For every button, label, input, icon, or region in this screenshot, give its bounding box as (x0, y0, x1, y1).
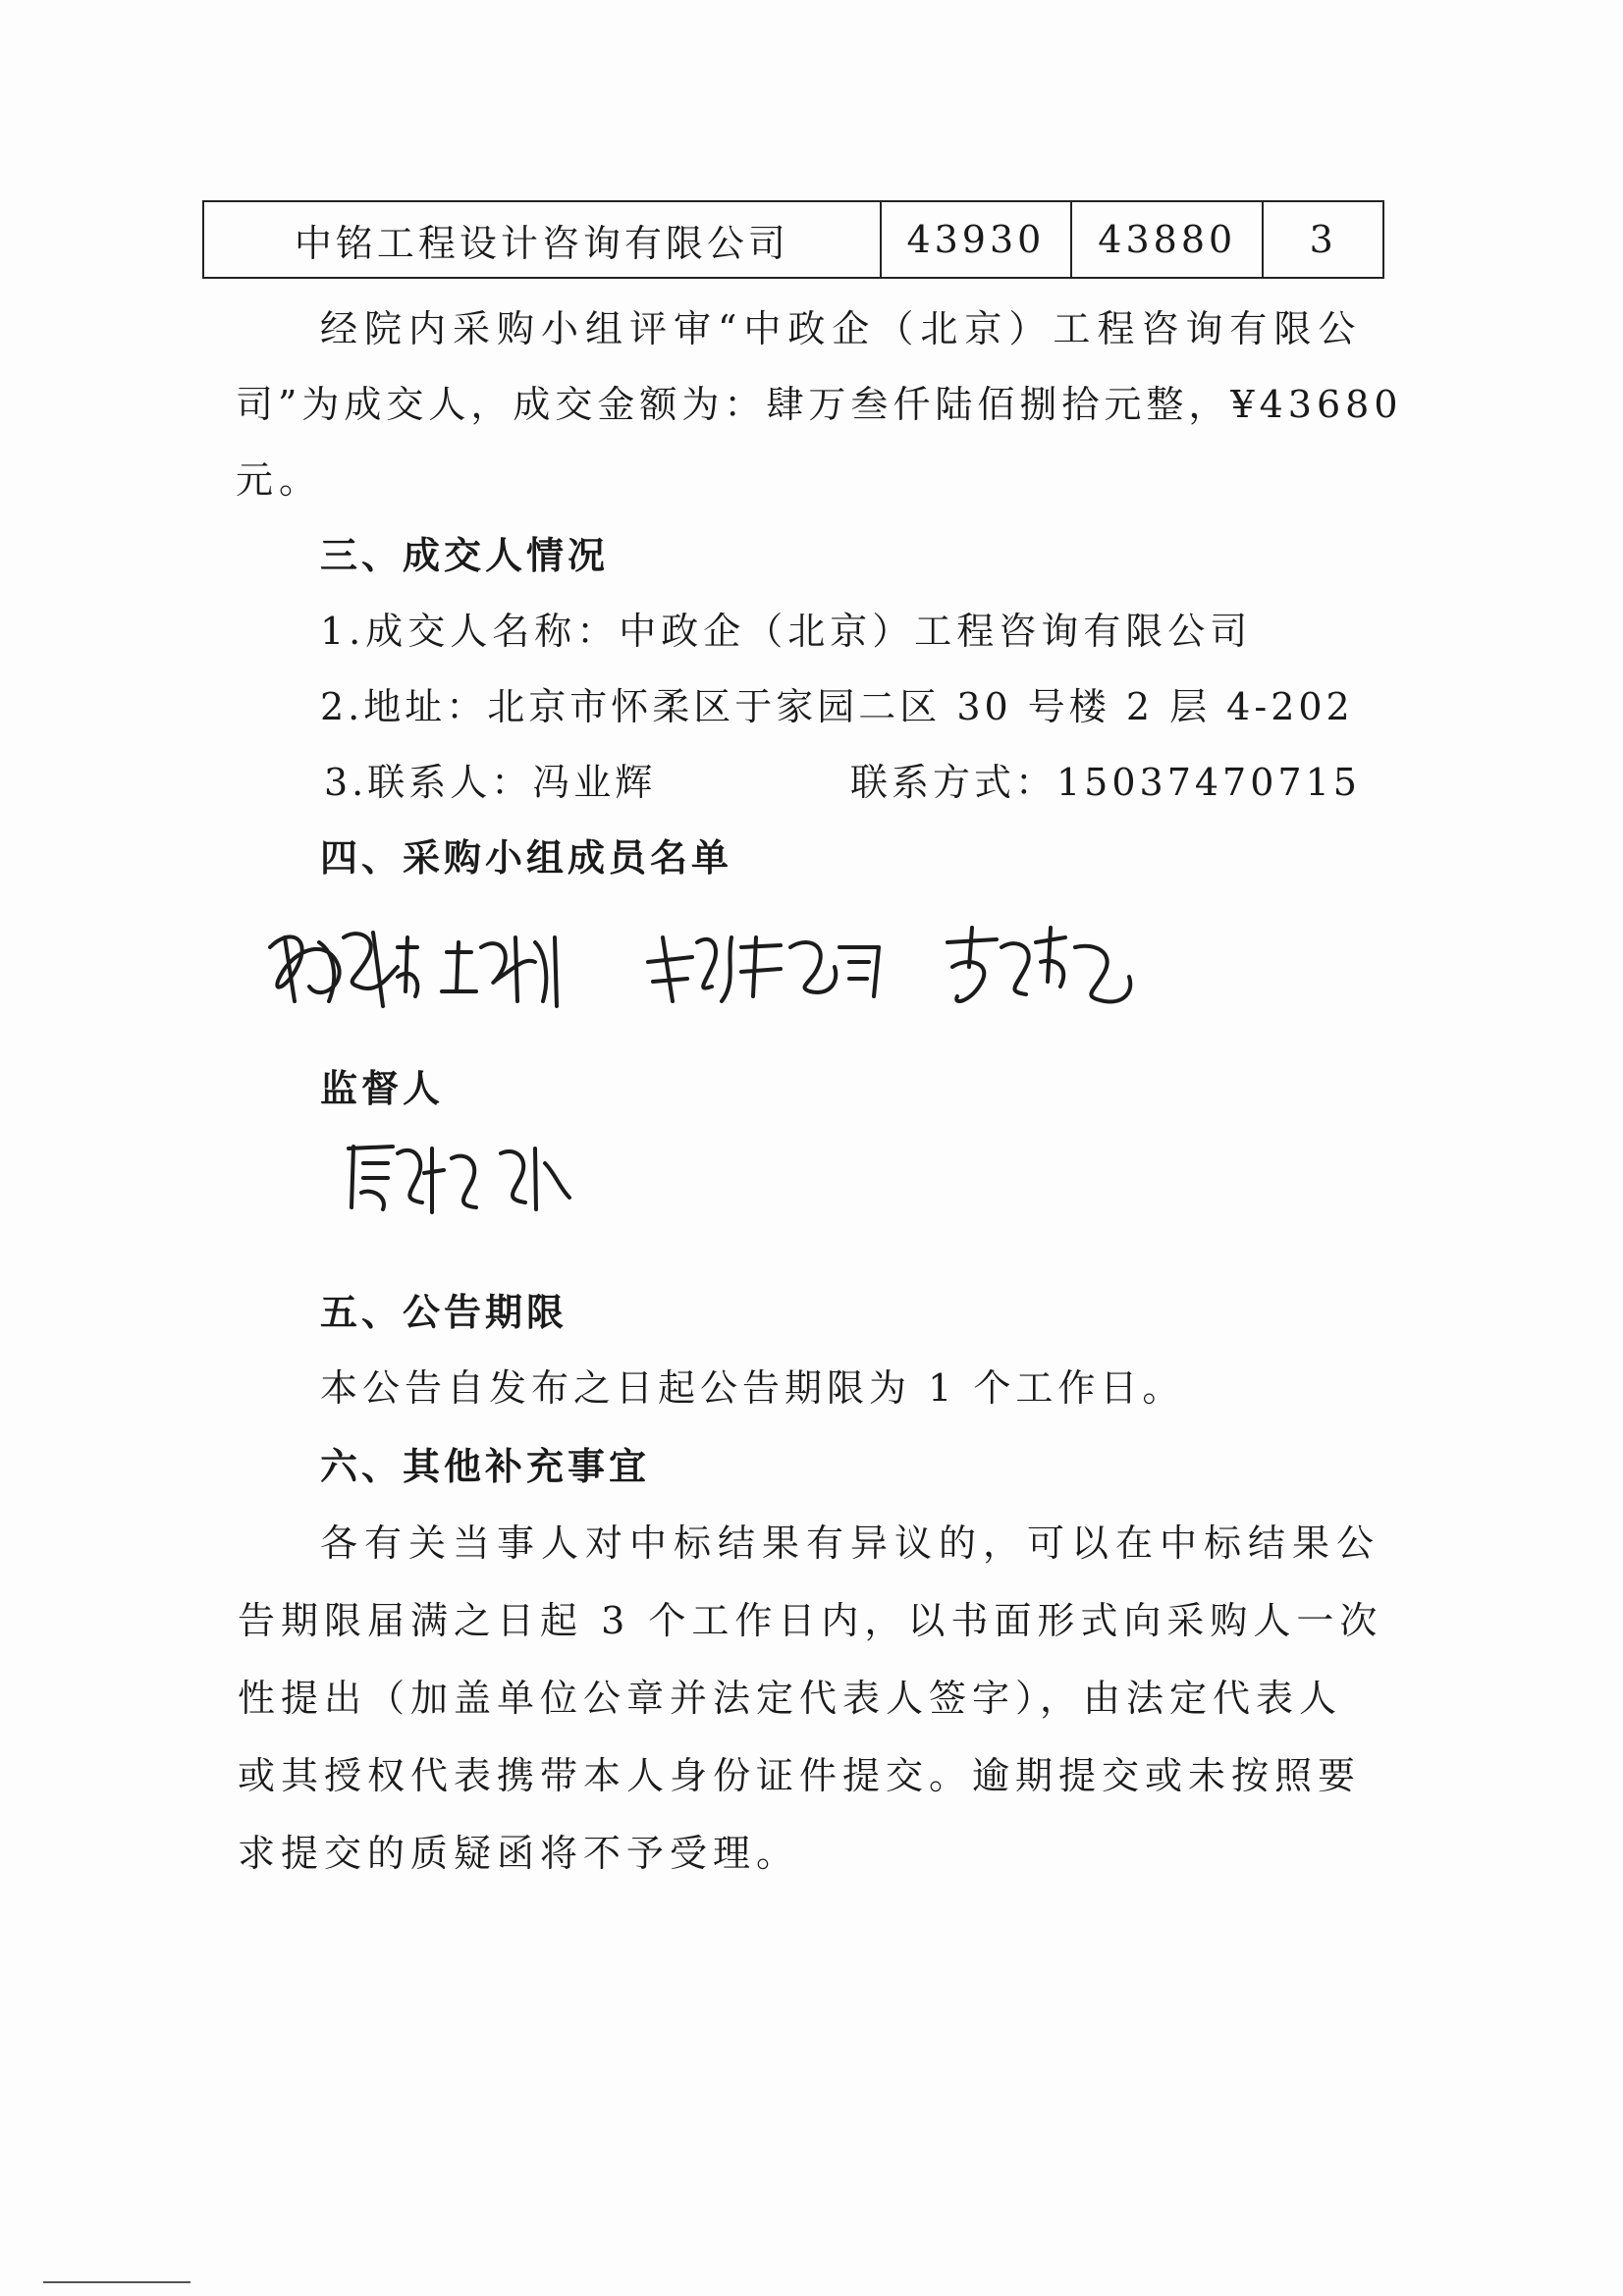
signature-1 (270, 933, 417, 1006)
notice-period-text: 本公告自发布之日起公告期限为 1 个工作日。 (320, 1366, 1185, 1410)
price-cell-1: 43930 (882, 202, 1072, 277)
bid-result-table-row (202, 200, 1384, 279)
winner-address: 2.地址：北京市怀柔区于家园二区 30 号楼 2 层 4-202 (320, 685, 1354, 728)
signature-3 (648, 937, 879, 1001)
review-line-2: 司”为成交人，成交金额为：肆万叁仟陆佰捌拾元整，¥43680 (236, 383, 1403, 426)
objection-line-4: 或其授权代表携带本人身份证件提交。逾期提交或未按照要 (238, 1754, 1362, 1797)
objection-line-1: 各有关当事人对中标结果有异议的，可以在中标结果公 (320, 1522, 1381, 1565)
section3-heading: 三、成交人情况 (320, 534, 610, 577)
rank-cell: 3 (1309, 218, 1337, 261)
review-line-3: 元。 (236, 458, 323, 502)
winner-contact-person: 3.联系人：冯业辉 (324, 761, 657, 804)
winner-phone: 联系方式：15037470715 (850, 761, 1361, 804)
objection-line-3: 性提出（加盖单位公章并法定代表人签字），由法定代表人 (238, 1677, 1343, 1720)
signature-4 (947, 928, 1130, 1001)
objection-line-5: 求提交的质疑函将不予受理。 (238, 1832, 800, 1875)
winner-name: 1.成交人名称：中政企（北京）工程咨询有限公司 (320, 610, 1253, 653)
company-name-cell: 中铭工程设计咨询有限公司 (204, 202, 882, 277)
section6-heading: 六、其他补充事宜 (320, 1445, 651, 1488)
footer-rule (43, 2281, 190, 2283)
section4-heading: 四、采购小组成员名单 (320, 836, 733, 880)
member-signatures (250, 908, 1213, 1026)
review-line-1: 经院内采购小组评审“中政企（北京）工程咨询有限公 (320, 307, 1363, 350)
supervisor-heading: 监督人 (320, 1067, 445, 1110)
price-cell-2: 43880 (1072, 202, 1264, 277)
signature-2 (442, 937, 557, 1006)
section5-heading: 五、公告期限 (320, 1291, 568, 1334)
objection-line-2: 告期限届满之日起 3 个工作日内，以书面形式向采购人一次 (238, 1599, 1383, 1642)
supervisor-signature (334, 1129, 589, 1217)
